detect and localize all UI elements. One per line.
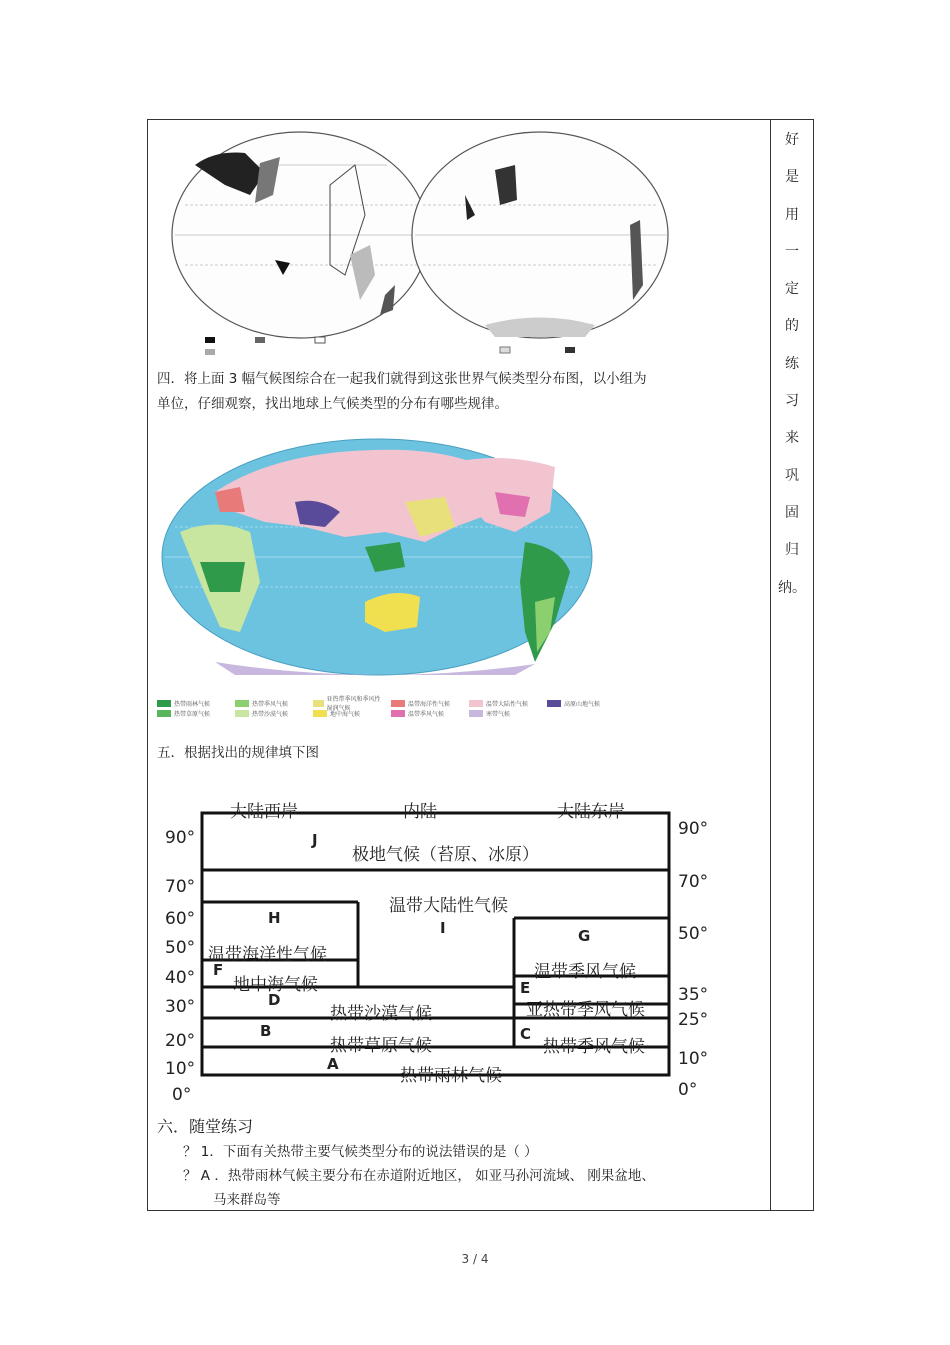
right-deg-10: 10° <box>678 1049 709 1069</box>
zone-subtropical-monsoon: 亚热带季风气候 <box>526 1000 645 1020</box>
zone-tropical-desert: 热带沙漠气候 <box>330 1004 432 1024</box>
right-deg-90: 90° <box>678 819 709 839</box>
zone-temperate-monsoon: 温带季风气候 <box>534 962 636 982</box>
section4-line2: 单位，仔细观察，找出地球上气候类型的分布有哪些规律。 <box>157 396 508 412</box>
legend-item <box>313 709 385 718</box>
legend-label: 温带季风气候 <box>408 711 445 718</box>
legend-label: 热带草原气候 <box>174 711 211 718</box>
map-legend-row2 <box>157 709 541 718</box>
right-deg-25: 25° <box>678 1010 709 1030</box>
page-number: 3 / 4 <box>461 1252 489 1266</box>
header-east-coast: 大陆东岸 <box>557 802 625 822</box>
left-deg-20: 20° <box>165 1031 196 1051</box>
legend-swatch <box>235 710 249 717</box>
legend-item <box>235 709 307 718</box>
side-note-char: 用 <box>785 206 799 223</box>
header-west-coast: 大陆西岸 <box>230 802 298 822</box>
side-note-char: 好 <box>785 132 799 148</box>
legend-swatch <box>391 710 405 717</box>
legend-label: 地中海气候 <box>330 711 361 718</box>
header-inland: 内陆 <box>403 802 437 822</box>
zone-temperate-continental: 温带大陆性气候 <box>389 896 508 916</box>
legend-item <box>391 699 463 708</box>
side-note-char: 来 <box>785 430 799 447</box>
legend-item <box>157 709 229 718</box>
zone-tropical-savanna: 热带草原气候 <box>330 1036 432 1056</box>
zone-temperate-oceanic: 温带海洋性气候 <box>208 945 327 965</box>
side-note-char: 巩 <box>785 467 799 484</box>
legend-swatch <box>391 700 405 707</box>
side-note-char: 练 <box>785 355 799 372</box>
zone-tropical-rainforest: 热带雨林气候 <box>400 1066 502 1086</box>
option-a-line2: 马来群岛等 <box>213 1192 281 1208</box>
zone-letter-g: G <box>578 927 591 945</box>
legend-label: 热带雨林气候 <box>174 700 211 708</box>
legend-label: 温带大陆性气候 <box>486 700 529 708</box>
right-deg-0: 0° <box>678 1080 698 1100</box>
legend-item <box>157 699 229 708</box>
column-divider <box>770 119 771 1211</box>
world-climate-map <box>155 432 605 687</box>
side-note-char: 定 <box>785 281 799 298</box>
right-deg-50: 50° <box>678 924 709 944</box>
section4-line1: 四．将上面 3 幅气候图综合在一起我们就得到这张世界气候类型分布图，以小组为 <box>157 371 647 387</box>
zone-letter-i: I <box>440 919 446 937</box>
zone-letter-e: E <box>520 979 531 997</box>
legend-item <box>469 709 541 718</box>
legend-swatch <box>469 710 483 717</box>
left-deg-70: 70° <box>165 877 196 897</box>
legend-swatch <box>157 710 171 717</box>
left-deg-30: 30° <box>165 997 196 1017</box>
legend-label: 热带季风气候 <box>252 700 289 708</box>
legend-label: 亚热带季风和季风性湿润气候 <box>326 696 381 712</box>
zone-letter-h: H <box>268 909 281 927</box>
side-note-char: 归 <box>785 542 799 559</box>
legend-swatch <box>157 700 171 707</box>
legend-swatch <box>547 700 561 707</box>
zone-mediterranean: 地中海气候 <box>233 975 318 995</box>
side-note-char: 纳。 <box>778 579 806 596</box>
left-deg-60: 60° <box>165 909 196 929</box>
left-deg-90: 90° <box>165 828 196 848</box>
legend-item <box>547 699 619 708</box>
zone-tropical-monsoon: 热带季风气候 <box>543 1037 645 1057</box>
legend-swatch <box>313 710 327 717</box>
legend-swatch <box>235 700 249 707</box>
side-note-char: 是 <box>785 169 799 186</box>
question-1: ？ 1．下面有关热带主要气候类型分布的说法错误的是（ ） <box>183 1144 538 1160</box>
legend-item <box>235 699 307 708</box>
right-deg-70: 70° <box>678 872 709 892</box>
legend-label: 温带海洋性气候 <box>408 700 451 708</box>
legend-item <box>469 699 541 708</box>
zone-letter-a: A <box>327 1055 339 1073</box>
zone-letter-f: F <box>213 961 224 979</box>
zone-polar: 极地气候（苔原、冰原） <box>352 845 539 865</box>
zone-letter-b: B <box>260 1022 272 1040</box>
left-deg-40: 40° <box>165 968 196 988</box>
right-deg-35: 35° <box>678 985 709 1005</box>
section6-title: 六．随堂练习 <box>157 1117 254 1136</box>
side-note-char: 的 <box>785 318 799 335</box>
side-note-char: 习 <box>785 393 799 410</box>
side-note-char: 一 <box>785 243 799 260</box>
side-note-char: 固 <box>785 504 799 521</box>
zone-letter-c: C <box>520 1025 532 1043</box>
legend-swatch <box>313 700 324 707</box>
left-deg-10: 10° <box>165 1059 196 1079</box>
legend-label: 高原山地气候 <box>564 700 601 708</box>
legend-swatch <box>469 700 483 707</box>
legend-label: 热带沙漠气候 <box>252 711 289 718</box>
legend-label: 寒带气候 <box>486 711 511 718</box>
legend-item <box>391 709 463 718</box>
option-a-line1: ？ A ．热带雨林气候主要分布在赤道附近地区， 如亚马孙河流域、 刚果盆地、 <box>183 1168 655 1184</box>
left-deg-50: 50° <box>165 938 196 958</box>
zone-letter-j: J <box>312 831 318 849</box>
zone-letter-d: D <box>268 991 281 1009</box>
section5-title: 五．根据找出的规律填下图 <box>157 745 319 761</box>
hemisphere-climate-maps <box>155 125 680 365</box>
side-notes-column <box>773 122 811 607</box>
left-deg-0: 0° <box>172 1085 192 1105</box>
